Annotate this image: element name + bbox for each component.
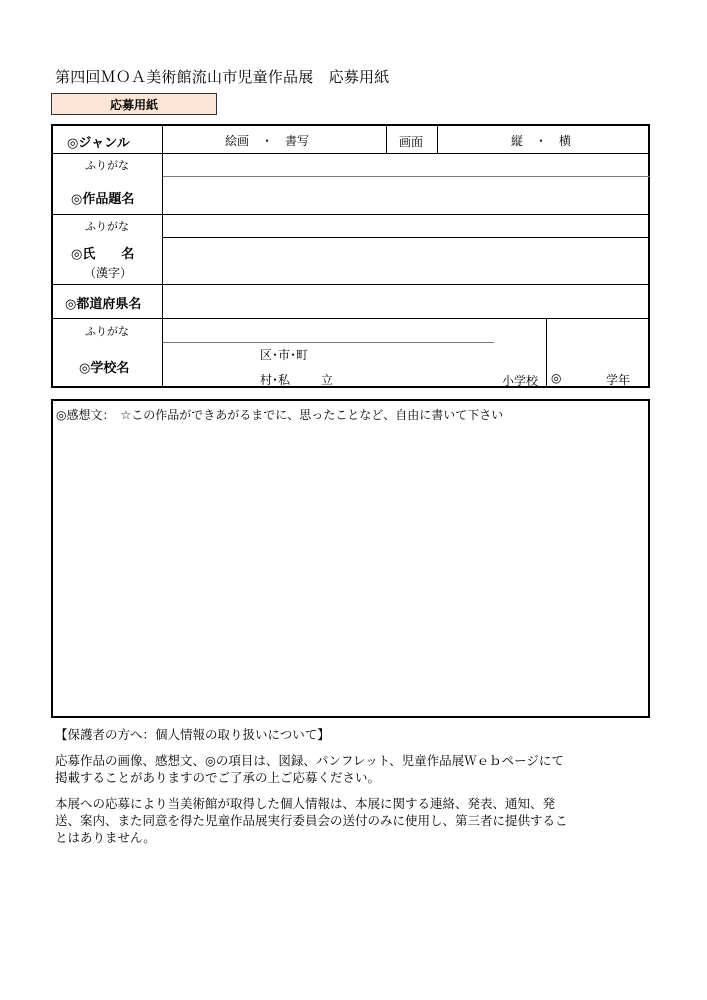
notice-paragraph-2-line-2: 送、案内、また同意を得た児童作品展実行委員会の送付のみに使用し、第三者に提供するこ bbox=[55, 813, 568, 828]
grade-mark: ◎ bbox=[551, 371, 562, 385]
notice-paragraph-1-line-2: 掲載することがありますのでご了承の上ご応募ください。 bbox=[55, 770, 381, 785]
name-kanji-label: （漢字） bbox=[84, 266, 133, 280]
public-label: 立 bbox=[321, 373, 334, 387]
canvas-options[interactable]: 縦 ・ 横 bbox=[511, 134, 572, 148]
school-furigana-field[interactable] bbox=[163, 319, 494, 342]
furigana-label: ふりがな bbox=[85, 325, 129, 338]
name-furigana-field[interactable] bbox=[163, 215, 650, 237]
prefecture-label: ◎都道府県名 bbox=[65, 297, 142, 312]
prefecture-field[interactable] bbox=[163, 285, 650, 318]
elementary-school-label: 小学校 bbox=[502, 374, 539, 388]
ward-city-town-label: 区･市･町 bbox=[260, 348, 309, 362]
column-divider bbox=[386, 126, 387, 153]
page-title: 第四回ＭＯＡ美術館流山市児童作品展 応募用紙 bbox=[55, 68, 390, 86]
essay-label: ◎感想文： ☆この作品ができあがるまでに、思ったことなど、自由に書いて下さい bbox=[56, 408, 504, 422]
canvas-label: 画面 bbox=[399, 135, 424, 149]
work-title-furigana-field[interactable] bbox=[163, 154, 650, 176]
name-field[interactable] bbox=[163, 238, 650, 284]
village-private-label: 村･私 bbox=[260, 373, 291, 387]
notice-paragraph-1-line-1: 応募作品の画像、感想文、◎の項目は、図録、パンフレット、児童作品展Ｗｅｂページにて bbox=[55, 753, 564, 768]
row-divider bbox=[162, 342, 494, 343]
form-tab-label: 応募用紙 bbox=[51, 93, 217, 115]
notice-heading: 【保護者の方へ：個人情報の取り扱いについて】 bbox=[55, 727, 330, 742]
furigana-label: ふりがな bbox=[85, 159, 129, 172]
notice-paragraph-2-line-1: 本展への応募により当美術館が取得した個人情報は、本展に関する連絡、発表、通知、発 bbox=[55, 796, 556, 811]
grade-label: 学年 bbox=[606, 373, 631, 387]
genre-options[interactable]: 絵画 ・ 書写 bbox=[225, 134, 310, 148]
essay-box[interactable] bbox=[51, 399, 650, 718]
work-title-label: ◎作品題名 bbox=[71, 192, 135, 207]
column-divider bbox=[437, 126, 438, 153]
school-label: ◎学校名 bbox=[79, 361, 130, 376]
name-label: ◎氏 名 bbox=[71, 247, 135, 262]
notice-paragraph-2-line-3: とはありません。 bbox=[55, 830, 156, 845]
work-title-field[interactable] bbox=[163, 177, 650, 214]
application-form-table bbox=[51, 124, 650, 388]
furigana-label: ふりがな bbox=[85, 220, 129, 233]
genre-label: ◎ジャンル bbox=[67, 136, 130, 151]
grade-field[interactable] bbox=[547, 319, 650, 367]
